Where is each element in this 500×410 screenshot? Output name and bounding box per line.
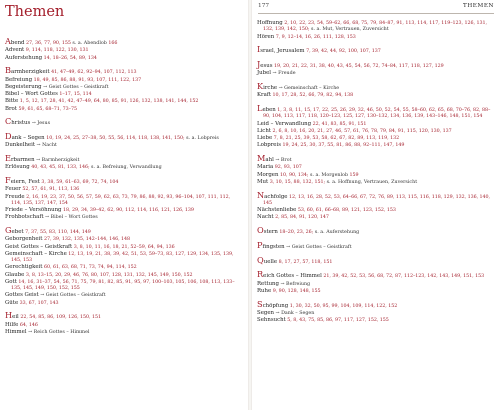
- entry-term: armherzigkeit: [11, 69, 50, 76]
- entry-term: ahl: [265, 157, 274, 163]
- right-page: [252, 0, 500, 410]
- entry-page-refs: 19, 24, 25, 30, 37, 55, 81, 86, 88, 92–111, 147, 149: [282, 143, 405, 149]
- entry-cross-reference: s. a. Hoffnung, Vertrauen, Zuversicht: [325, 179, 418, 185]
- entry-page-refs: 2, 10, 22, 23, 54, 59–62, 66, 68, 75, 79, 84–87, 91, 113, 114, 117, 119–123, 126, 131, 132, 139, 142, 150;: [263, 21, 487, 33]
- entry-term: Friede – Versöhnung: [5, 207, 62, 213]
- entry-term: Hilfe: [5, 321, 19, 328]
- index-entry: [257, 92, 494, 99]
- entry-term: eben: [262, 107, 276, 113]
- entry-term: esus: [260, 63, 273, 69]
- entry-term: Begeisterung: [5, 83, 42, 90]
- entry-page-refs: 18–20, 23, 26;: [279, 230, 314, 235]
- index-entry: [5, 207, 242, 214]
- entry-page-refs: 9, 114, 118, 122, 130, 131: [25, 48, 89, 54]
- entry-term: Licht: [257, 127, 271, 134]
- index-entry: [5, 84, 242, 91]
- index-entry: [257, 271, 494, 280]
- entry-page-refs: 14, 18–26, 54, 89, 134: [43, 55, 97, 61]
- entry-term: irche: [263, 85, 278, 91]
- entry-initial-letter: B: [5, 65, 12, 76]
- index-entry: [257, 281, 494, 288]
- entry-term: ebet: [11, 229, 24, 235]
- entry-page-refs: 10, 19, 24, 25, 27–38, 50, 55, 56, 114, 118, 138, 141, 150;: [46, 136, 185, 141]
- entry-page-refs: 53, 60, 61, 66–68, 89, 121, 123, 152, 153: [297, 208, 396, 213]
- entry-page-refs: 1, 3, 8, 11, 15, 17, 22, 25, 26, 29, 32, 46, 50, 52, 54, 55, 58–60, 62, 65, 68, 70–76, 82, 88–90, 104, 113, 117, 118, 120–123, 125, 127, 130–132, 134, 136, 139, 143–146, 148, 151, 154: [263, 108, 491, 120]
- index-entry: [257, 128, 494, 135]
- entry-term: Kraft: [257, 92, 271, 99]
- entry-term: stern: [263, 229, 278, 235]
- entry-cross-reference: → Geist Gottes – Geistkraft: [41, 84, 109, 90]
- entry-term: achfolge: [264, 193, 288, 200]
- entry-page-refs: 5, 8, 43, 75, 85, 86, 97, 117, 127, 152, 155: [287, 318, 389, 323]
- entry-page-refs: 1, 30, 32, 50, 95, 99, 104, 109, 114, 122, 152: [289, 303, 398, 309]
- entry-term: Ruhe: [257, 287, 272, 294]
- index-entry: [5, 329, 242, 336]
- index-entry: [257, 83, 494, 92]
- entry-page-refs: 3, 38, 59, 61–63, 69, 72, 74, 104: [41, 180, 119, 185]
- entry-cross-reference: s. a. Lobpreis: [184, 136, 219, 141]
- entry-term: chöpfung: [262, 302, 289, 309]
- page-header: [258, 4, 494, 14]
- entry-page-refs: 22, 54, 85, 86, 109, 126, 150, 151: [20, 315, 101, 321]
- entry-page-refs: 3, 10, 15, 88, 132, 151;: [269, 179, 326, 185]
- entry-term: Auferstehung: [5, 54, 43, 61]
- index-entry: [5, 91, 242, 98]
- entry-term: Gottes Geist: [5, 292, 39, 299]
- entry-page-refs: 2, 16, 19, 23, 37, 50, 56, 57, 59, 62, 63, 73, 79, 86, 88, 92, 93, 96–104, 107, 111, 112, 114, 135, 137, 147, 154: [11, 194, 231, 206]
- entry-cross-reference: s. a. Morgenlob: [308, 172, 350, 178]
- entry-page-refs: 19, 20, 21, 22, 31, 38, 40, 43, 45, 54, 56, 72, 74–84, 117, 118, 127, 129: [274, 64, 444, 69]
- entry-term: hristus: [11, 120, 31, 127]
- index-entry: [257, 317, 494, 324]
- entry-term: Dunkelheit: [5, 142, 35, 149]
- entry-cross-reference: s. a. Befreiung, Verwandlung: [89, 165, 162, 171]
- entry-cross-reference: → Geist Gottes – Geistkraft: [38, 293, 106, 299]
- entry-initial-letter: E: [5, 153, 11, 163]
- entry-cross-reference: → Barmherzigkeit: [34, 158, 80, 163]
- index-entry: [5, 312, 242, 321]
- entry-term: Freude: [5, 193, 25, 200]
- entry-page-refs: 40, 43, 45, 81, 133, 146;: [31, 165, 90, 171]
- entry-term: Mut: [257, 178, 269, 185]
- index-entry: [5, 106, 242, 113]
- index-entry: [5, 155, 242, 164]
- entry-term: Gemeinschaft – Kirche: [5, 250, 67, 257]
- entry-term: Glaube: [5, 271, 25, 278]
- entry-page-refs: 92, 93, 107: [274, 165, 302, 171]
- entry-term: Leid – Verwandlung: [257, 120, 312, 127]
- running-head: THEMEN: [463, 3, 494, 9]
- index-entry: [257, 164, 494, 171]
- index-entry: [257, 310, 494, 317]
- entry-term: ank – Segen: [11, 135, 45, 141]
- index-entry: [5, 142, 242, 149]
- entry-term: eich Gottes – Himmel: [263, 273, 322, 280]
- entry-term: Jubel: [257, 70, 271, 77]
- entry-cross-reference: → Nacht: [35, 143, 57, 149]
- index-entry: [257, 239, 494, 251]
- index-entry: [257, 61, 494, 70]
- entry-initial-letter: A: [5, 36, 11, 46]
- index-entry: [257, 135, 494, 142]
- entry-initial-letter: N: [257, 189, 265, 200]
- entry-cross-reference: → Reich Gottes – Himmel: [26, 329, 90, 335]
- entry-term: Geist Gottes – Geistkraft: [5, 243, 73, 250]
- index-entry: [5, 67, 242, 76]
- entry-initial-letter: P: [257, 239, 263, 250]
- entry-page-refs: 2, 6, 8, 10, 16, 20, 21, 27, 46, 57, 61, 76, 78, 79, 84, 91, 115, 120, 130, 137: [272, 128, 452, 134]
- index-entry: [5, 244, 242, 251]
- entry-initial-letter: H: [5, 310, 13, 321]
- index-entry: [257, 189, 494, 208]
- entry-term: Morgen: [257, 171, 279, 178]
- index-entry: [5, 322, 242, 329]
- entry-term: Himmel: [5, 328, 27, 335]
- entry-page-refs: 10, 90, 134;: [280, 172, 309, 178]
- index-entry: [5, 118, 242, 127]
- entry-page-refs: 33, 67, 107, 143: [19, 300, 59, 306]
- entry-page-refs: 27, 36, 77, 90, 155: [26, 41, 71, 46]
- entry-term: eil: [12, 314, 19, 321]
- index-entry: [5, 133, 242, 142]
- entry-term: rbarmen: [10, 157, 35, 163]
- entry-page-refs: 9, 90, 128, 148, 155: [272, 288, 321, 294]
- index-entry: [5, 251, 242, 265]
- entry-page-refs: 22, 41, 83, 85, 91, 151: [312, 121, 367, 127]
- entry-cross-reference: s. a. Abendlob: [70, 41, 109, 46]
- entry-initial-letter: O: [257, 225, 264, 235]
- left-page: [0, 0, 248, 410]
- index-entry: [5, 264, 242, 271]
- entry-term: Hoffnung: [257, 20, 283, 26]
- index-list-right: [257, 20, 494, 324]
- entry-term: Rettung: [257, 280, 279, 287]
- entry-initial-letter: S: [257, 298, 263, 309]
- entry-cross-reference: → Geist Gottes – Geistkraft: [284, 244, 352, 250]
- entry-term: fingsten: [262, 243, 285, 250]
- index-entry: [5, 55, 242, 62]
- entry-term: Nacht: [257, 214, 274, 221]
- index-entry: [257, 207, 494, 214]
- entry-page-refs: 1, 5, 12, 17, 28, 41, 42, 47–49, 64, 80, 85, 91, 126, 132, 138, 141, 144, 152: [19, 99, 199, 105]
- entry-initial-letter: D: [5, 131, 12, 141]
- entry-term: Feuer: [5, 186, 21, 193]
- index-entry: [257, 227, 494, 236]
- entry-term: Advent: [5, 47, 25, 54]
- entry-term: Geborgenheit: [5, 236, 43, 243]
- index-entry: [257, 70, 494, 77]
- entry-page-refs: 7, 9, 12–14, 16, 26, 111, 128, 153: [275, 34, 356, 40]
- entry-cross-reference: → Dank – Segen: [274, 310, 315, 316]
- entry-term: Hören: [257, 33, 275, 40]
- entry-initial-letter: Q: [257, 254, 264, 265]
- entry-page-refs: 7, 39, 42, 44, 92, 100, 107, 137: [306, 49, 381, 55]
- entry-term: Maria: [257, 164, 274, 171]
- entry-cross-reference: s. a. Mut, Vertrauen, Zuversicht: [309, 27, 389, 33]
- index-entry: [257, 46, 494, 55]
- index-entry: [257, 20, 494, 34]
- entry-term: Befreiung: [5, 76, 33, 83]
- index-entry: [5, 227, 242, 236]
- entry-initial-letter: J: [257, 59, 261, 69]
- entry-initial-letter: R: [257, 269, 264, 280]
- index-entry: [5, 38, 242, 47]
- entry-term: Sehnsucht: [257, 317, 286, 323]
- entry-term: Erlösung: [5, 164, 30, 171]
- entry-page-refs: 166: [108, 41, 118, 46]
- entry-cross-reference: s. a. Auferstehung: [313, 230, 360, 235]
- entry-cross-reference: → Gemeinschaft – Kirche: [277, 86, 340, 91]
- entry-cross-reference: → Jesus: [30, 121, 51, 127]
- index-entry: [257, 254, 494, 266]
- entry-term: Bitte: [5, 98, 19, 105]
- entry-page-refs: 60, 61, 63, 68, 71, 73, 74, 94, 114, 152: [43, 265, 137, 271]
- entry-term: bend: [10, 40, 25, 46]
- index-entry: [5, 272, 242, 279]
- entry-page-refs: 12, 13, 19, 21, 38, 39, 42, 51, 53, 59–73, 83, 127, 129, 134, 135, 139, 145, 153: [11, 251, 234, 263]
- entry-initial-letter: C: [5, 116, 12, 127]
- entry-page-refs: 3, 8, 10, 11, 16, 18, 21, 52–59, 64, 94, 136: [73, 244, 175, 250]
- index-entry: [257, 214, 494, 221]
- index-entry: [5, 77, 242, 84]
- index-entry: [5, 186, 242, 193]
- entry-initial-letter: M: [257, 153, 266, 163]
- entry-page-refs: 12, 13, 16, 28, 52, 53, 64–66, 67, 72, 76, 89, 113, 115, 116, 118, 129, 132, 136, 140, 145: [263, 194, 491, 206]
- entry-term: Nächstenliebe: [257, 207, 297, 213]
- entry-page-refs: 52, 57, 61, 91, 113, 136: [22, 187, 80, 193]
- entry-page-refs: 64, 146: [19, 322, 38, 328]
- index-entry: [257, 179, 494, 186]
- entry-page-refs: 8, 17, 27, 57, 118, 151: [278, 259, 333, 265]
- entry-term: Brot: [5, 105, 17, 112]
- entry-term: Gerechtigkeit: [5, 264, 43, 271]
- entry-initial-letter: G: [5, 225, 12, 235]
- entry-initial-letter: K: [257, 81, 264, 91]
- index-entry: [5, 279, 242, 293]
- index-entry: [5, 236, 242, 243]
- entry-initial-letter: I: [257, 44, 261, 55]
- entry-page-refs: 18, 29, 34, 39–42, 62, 90, 112, 114, 116, 121, 126, 139: [63, 208, 194, 213]
- entry-cross-reference: → Freude: [271, 71, 296, 77]
- entry-term: Lobpreis: [257, 142, 281, 149]
- entry-page-refs: 2, 85, 84, 91, 120, 147: [275, 215, 329, 221]
- entry-term: eiern, Fest: [10, 179, 40, 185]
- index-entry: [257, 298, 494, 310]
- index-entry: [5, 300, 242, 307]
- index-entry: [5, 214, 242, 221]
- page-title: Themen: [5, 4, 65, 20]
- entry-term: Liebe: [257, 135, 273, 141]
- entry-page-refs: 27, 39, 132, 135, 142–144, 146, 148: [43, 237, 131, 243]
- entry-term: Gott: [5, 278, 17, 285]
- index-entry: [257, 34, 494, 41]
- entry-term: Güte: [5, 299, 19, 306]
- index-entry: [5, 194, 242, 208]
- index-entry: [5, 98, 242, 105]
- index-entry: [257, 105, 494, 121]
- index-entry: [5, 47, 242, 54]
- entry-term: srael, Jerusalem: [260, 48, 305, 55]
- page-number: 177: [258, 3, 270, 9]
- entry-page-refs: 1–17, 15, 114: [59, 92, 92, 97]
- entry-cross-reference: → Brot: [273, 158, 292, 163]
- index-entry: [257, 142, 494, 149]
- entry-page-refs: 159: [349, 172, 359, 178]
- entry-term: uelle: [263, 258, 278, 265]
- entry-page-refs: 3, 8, 13–15, 20, 29, 46, 76, 80, 107, 128, 131, 132, 145, 149, 150, 152: [25, 272, 193, 278]
- entry-page-refs: 14, 16, 31–37, 54, 56, 71, 75, 79, 81, 82, 85, 91, 95, 97, 100–103, 105, 106, 108, 113, 133–135, 145, 149, 150, 152, 155: [11, 279, 235, 291]
- entry-page-refs: 7, 37, 55, 83, 110, 144, 149: [25, 230, 91, 235]
- index-entry: [257, 288, 494, 295]
- index-list-left: [5, 38, 242, 336]
- entry-cross-reference: → Befreiung: [278, 281, 311, 287]
- index-entry: [5, 177, 242, 186]
- entry-cross-reference: → Bibel – Wort Gottes: [43, 215, 98, 221]
- index-entry: [257, 155, 494, 164]
- entry-page-refs: 41, 47–49, 62, 92–94, 107, 112, 113: [51, 70, 137, 76]
- entry-term: Segen: [257, 309, 274, 316]
- entry-page-refs: 18, 49, 85, 86, 88, 91, 93, 107, 111, 122, 137: [33, 77, 142, 83]
- index-entry: [257, 172, 494, 179]
- entry-page-refs: 7, 8, 21, 25, 39, 53, 58, 62, 67, 82, 89, 113, 119, 132: [273, 136, 400, 141]
- index-entry: [5, 292, 242, 299]
- index-entry: [5, 164, 242, 171]
- index-entry: [257, 121, 494, 128]
- entry-page-refs: 10, 17, 28, 52, 66, 79, 82, 94, 138: [272, 93, 354, 99]
- entry-term: Bibel – Wort Gottes: [5, 91, 58, 97]
- entry-initial-letter: L: [257, 103, 263, 113]
- entry-term: Frohbotschaft: [5, 214, 44, 221]
- entry-page-refs: 59, 61, 65, 68–71, 73–75: [18, 106, 78, 112]
- entry-page-refs: 21, 39, 42, 52, 53, 56, 68, 72, 87, 112–123, 142, 143, 149, 151, 153: [323, 274, 485, 280]
- entry-initial-letter: F: [5, 175, 11, 185]
